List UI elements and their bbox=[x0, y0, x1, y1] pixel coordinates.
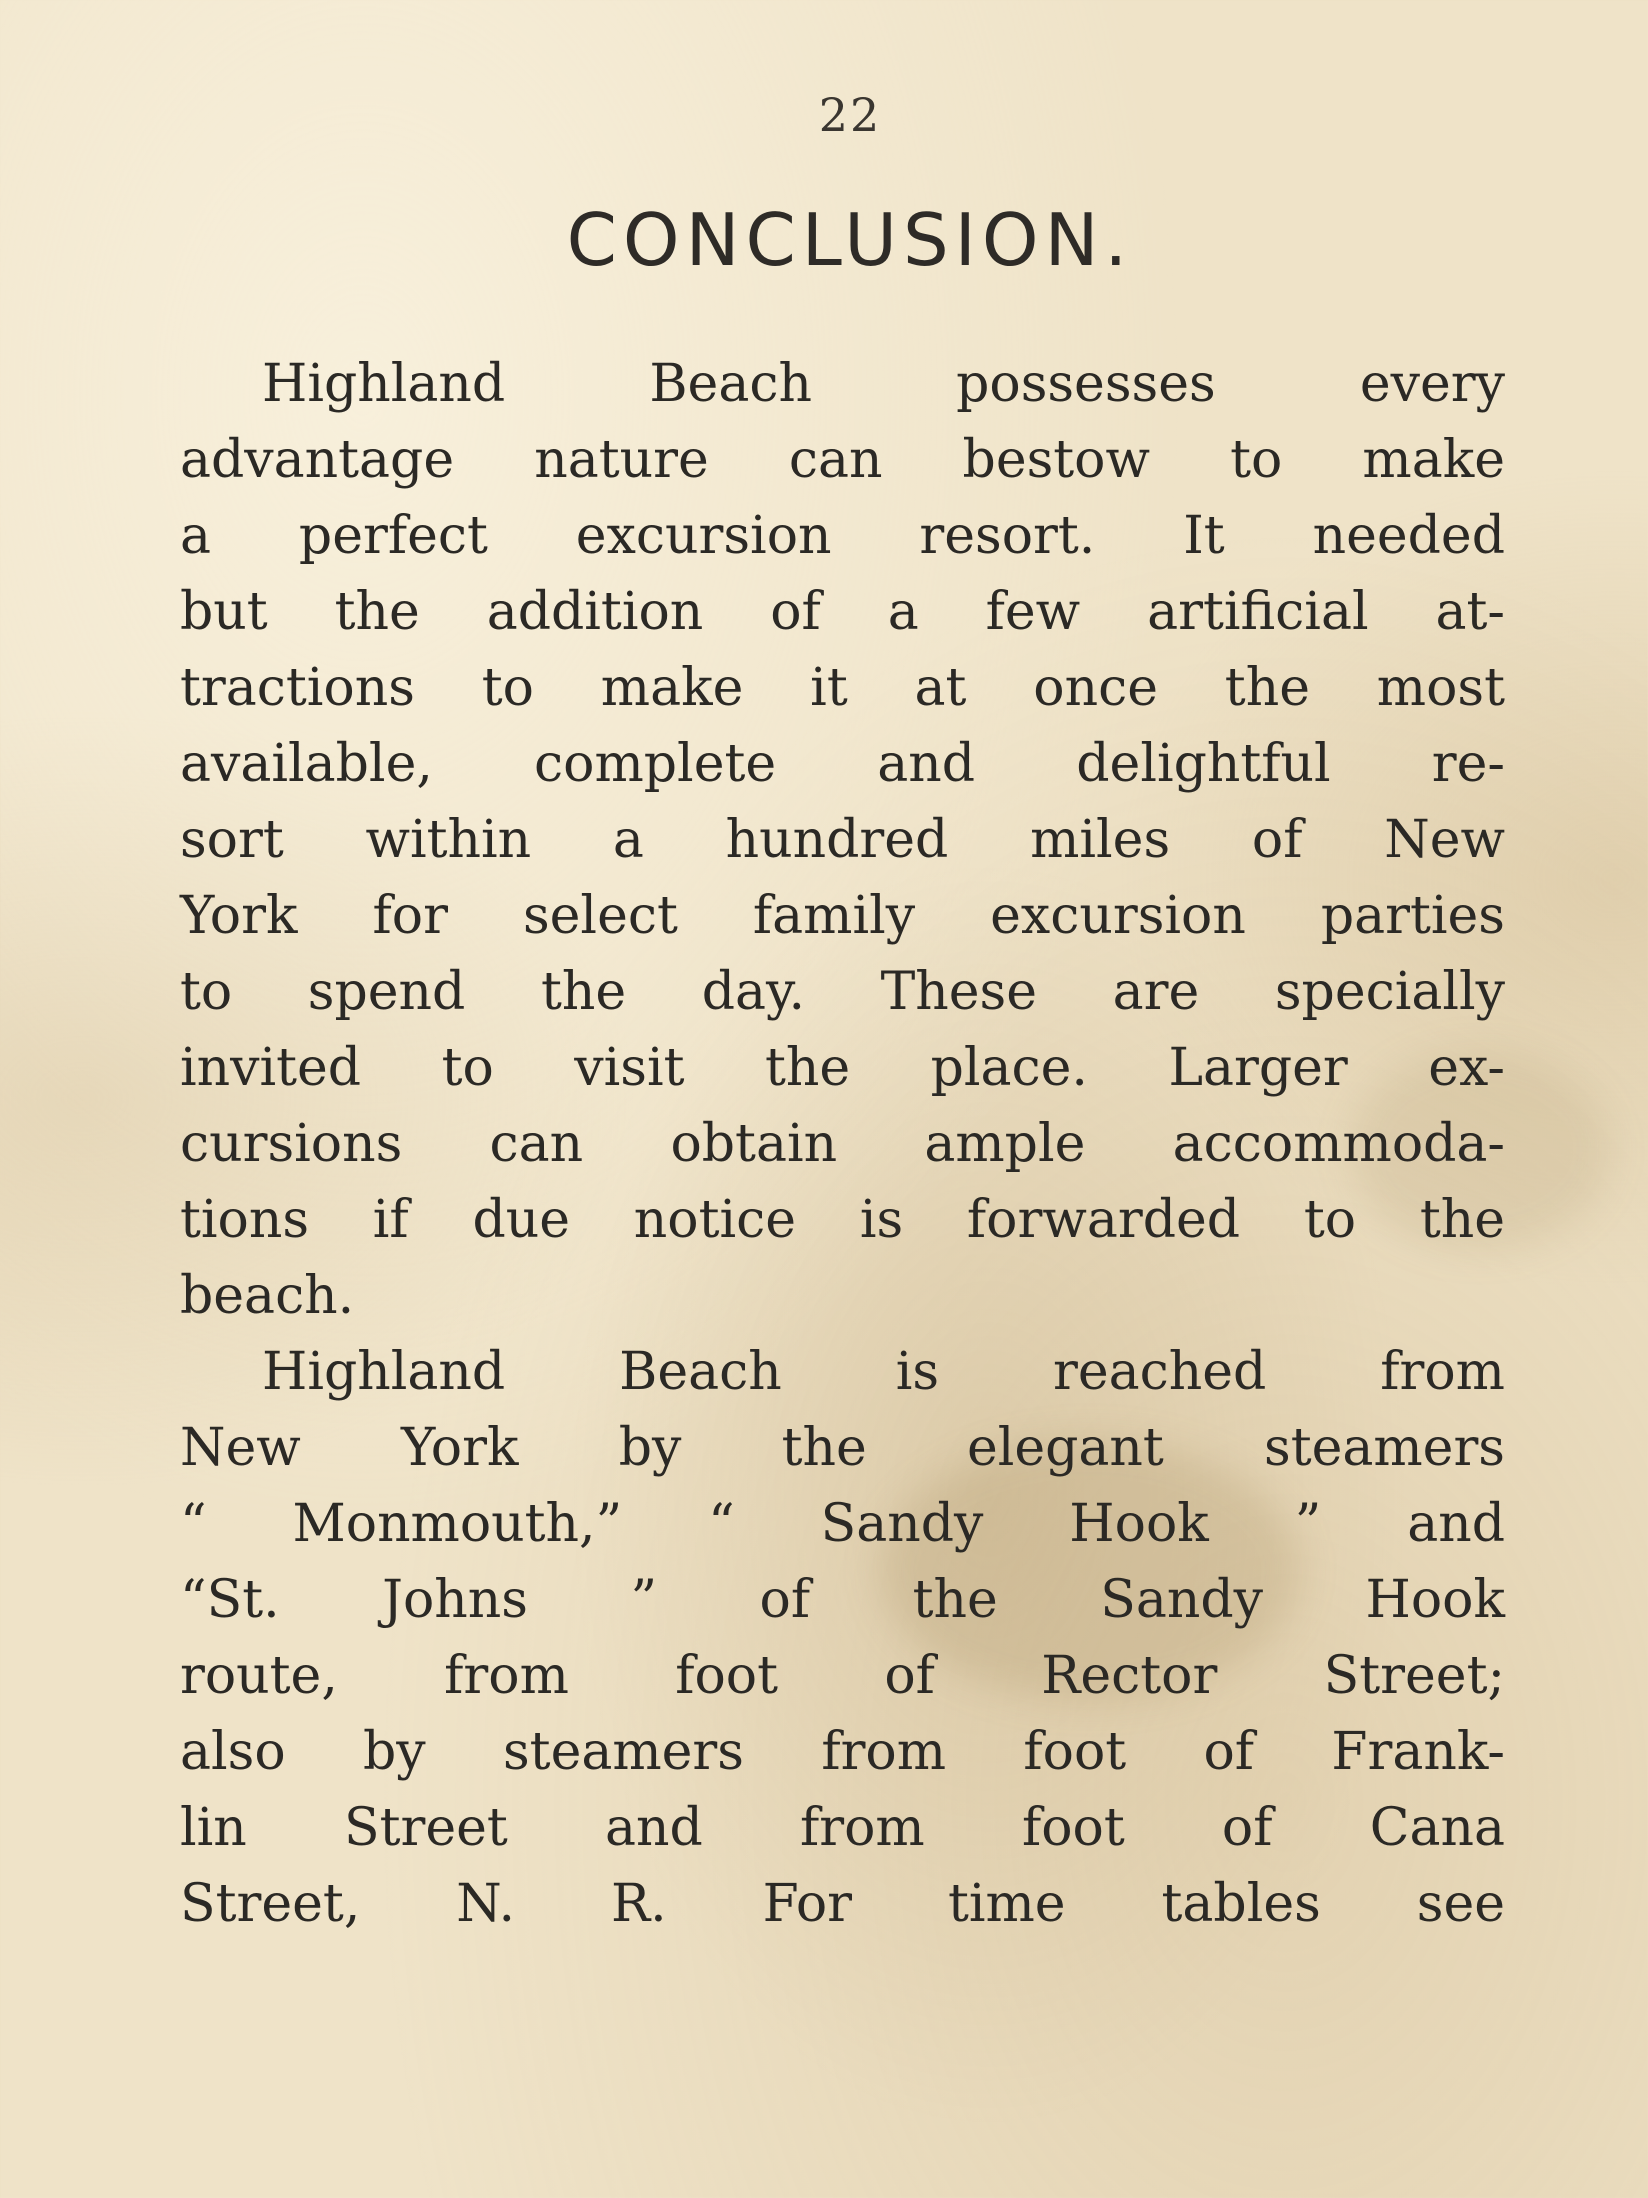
text-line: “ Monmouth,” “ Sandy Hook ” and bbox=[180, 1494, 1505, 1554]
text-line: beach. bbox=[180, 1266, 355, 1326]
text-line: a perfect excursion resort. It needed bbox=[180, 506, 1505, 566]
text-line: advantage nature can bestow to make bbox=[180, 430, 1505, 490]
text-line: lin Street and from foot of Cana bbox=[180, 1798, 1505, 1858]
text-line: York for select family excursion parties bbox=[180, 886, 1505, 946]
text-line: cursions can obtain ample accommoda- bbox=[180, 1114, 1505, 1174]
page-title: CONCLUSION. bbox=[566, 198, 1134, 282]
text-line: but the addition of a few artificial at- bbox=[180, 582, 1505, 642]
text-line: Highland Beach possesses every bbox=[262, 354, 1505, 414]
text-line: Street, N. R. For time tables see bbox=[180, 1874, 1505, 1934]
text-line: to spend the day. These are specially bbox=[180, 962, 1505, 1022]
body-text bbox=[180, 346, 1505, 1942]
text-line: Highland Beach is reached from bbox=[262, 1342, 1505, 1402]
text-line: sort within a hundred miles of New bbox=[180, 810, 1505, 870]
text-line: available, complete and delightful re- bbox=[180, 734, 1505, 794]
text-line: New York by the elegant steamers bbox=[180, 1418, 1505, 1478]
text-line: also by steamers from foot of Frank- bbox=[180, 1722, 1505, 1782]
text-line: tractions to make it at once the most bbox=[180, 658, 1505, 718]
text-line: invited to visit the place. Larger ex- bbox=[180, 1038, 1505, 1098]
page-number: 22 bbox=[818, 88, 882, 142]
text-line: tions if due notice is forwarded to the bbox=[180, 1190, 1505, 1250]
text-line: “St. Johns ” of the Sandy Hook bbox=[180, 1570, 1505, 1630]
text-line: route, from foot of Rector Street; bbox=[180, 1646, 1505, 1706]
